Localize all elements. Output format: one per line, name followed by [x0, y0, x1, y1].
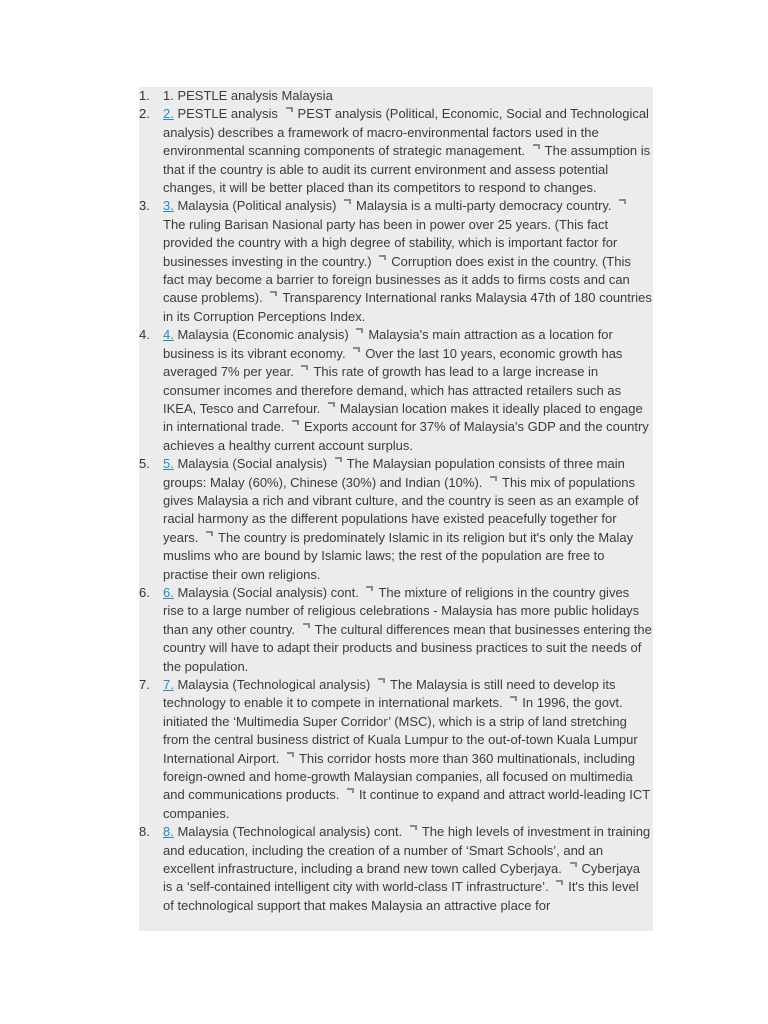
item-body	[163, 326, 653, 455]
item-number: 3.	[139, 198, 150, 214]
item-point: PEST analysis (Political, Economic, Social and Technological analysis) describes a framework of macro-environmental factors used in the environmental scanning components of strategic management.	[163, 106, 649, 159]
slide-link[interactable]: 5.	[163, 456, 174, 472]
bullet-icon	[206, 531, 213, 536]
item-point: It continue to expand and attract world-leading ICT companies.	[163, 787, 650, 821]
item-title: Malaysia (Social analysis)	[177, 456, 328, 472]
slide-item	[139, 326, 653, 455]
bullet-icon	[301, 365, 308, 370]
slide-list	[139, 87, 653, 915]
bullet-icon	[353, 347, 360, 352]
item-title: PESTLE analysis	[177, 106, 278, 122]
item-title: Malaysia (Political analysis)	[177, 198, 337, 214]
slide-item	[139, 584, 653, 676]
item-body	[163, 197, 653, 326]
item-body	[163, 823, 653, 915]
item-number: 7.	[139, 677, 150, 692]
item-point: The country is predominately Islamic in its religion but it's only the Malay muslims who are bound by Islamic laws; the rest of the population are free to practise their own religions.	[163, 529, 634, 582]
item-point: This mix of populations gives Malaysia a rich and vibrant culture, and the country is seen as an example of racial harmony as the different populations have existed peacefully together for years.	[163, 474, 639, 545]
item-body	[163, 87, 653, 105]
bullet-icon	[328, 402, 335, 407]
slide-item	[139, 455, 653, 584]
slide-item	[139, 676, 653, 823]
item-title: Malaysia (Technological analysis)	[177, 677, 371, 692]
bullet-icon	[303, 623, 310, 628]
bullet-icon	[490, 476, 497, 481]
slide-link[interactable]: 6.	[163, 584, 174, 600]
item-number: 2.	[139, 106, 150, 122]
bullet-icon	[286, 107, 293, 112]
item-number: 8.	[139, 824, 150, 840]
item-point: The cultural differences mean that businesses entering the country will have to adapt their products and business practices to suit the needs of the population.	[163, 621, 652, 674]
item-point: The Malaysian population consists of three main groups: Malay (60%), Chinese (30%) and Indian (10%).	[163, 456, 625, 490]
item-number: 5.	[139, 456, 150, 472]
slide-item	[139, 87, 653, 105]
item-point: Exports account for 37% of Malaysia's GDP and the country achieves a healthy current account surplus.	[163, 419, 649, 453]
bullet-icon	[410, 825, 417, 830]
item-body	[163, 455, 653, 584]
item-title: 1. PESTLE analysis Malaysia	[163, 88, 333, 103]
slide-item	[139, 823, 653, 915]
slide-item	[139, 105, 653, 197]
item-title: Malaysia (Technological analysis) cont.	[177, 824, 403, 840]
bullet-icon	[292, 420, 299, 425]
item-point: The ruling Barisan Nasional party has been in power over 25 years. (This fact provided the country with a high degree of stability, which is important factor for businesses investing in the country.)	[163, 216, 618, 269]
item-point: Malaysia is a multi-party democracy country.	[356, 198, 612, 214]
slide-link[interactable]: 3.	[163, 198, 174, 214]
bullet-icon	[335, 457, 342, 462]
slide-link[interactable]: 2.	[163, 106, 174, 122]
item-point: In 1996, the govt. initiated the ‘Multimedia Super Corridor’ (MSC), which is a strip of land stretching from the central business district of Kuala Lumpur to the out-of-town Kuala Lumpur International Airport.	[163, 695, 638, 766]
bullet-icon	[533, 144, 540, 149]
item-number: 1.	[139, 88, 150, 103]
item-point: Over the last 10 years, economic growth has averaged 7% per year.	[163, 345, 623, 380]
bullet-icon	[378, 678, 385, 683]
item-title: Malaysia (Economic analysis)	[177, 327, 349, 343]
slide-link[interactable]: 8.	[163, 824, 174, 840]
slide-link[interactable]: 7.	[163, 677, 174, 692]
bullet-icon	[570, 862, 577, 867]
bullet-icon	[344, 199, 351, 204]
bullet-icon	[347, 788, 354, 793]
item-body	[163, 584, 653, 676]
slide-link[interactable]: 4.	[163, 327, 174, 343]
item-point: This rate of growth has lead to a large increase in consumer incomes and therefore demand, which has attracted retailers such as IKEA, Tesco and Carrefour.	[163, 364, 622, 416]
item-point: The mixture of religions in the country gives rise to a large number of religious celebrations - Malaysia has more public holidays than any other country.	[163, 584, 640, 637]
item-point: This corridor hosts more than 360 multinationals, including foreign-owned and home-growth Malaysian companies, all focused on multimedia and communications products.	[163, 750, 635, 803]
document-page	[139, 87, 653, 931]
bullet-icon	[287, 752, 294, 757]
item-point: The Malaysia is still need to develop its technology to enable it to compete in international markets.	[163, 677, 616, 711]
bullet-icon	[510, 696, 517, 701]
item-point: It's this level of technological support that makes Malaysia an attractive place for	[163, 879, 639, 913]
item-point: Malaysia's main attraction as a location for business is its vibrant economy.	[163, 327, 613, 361]
item-body	[163, 676, 653, 823]
item-title: Malaysia (Social analysis) cont.	[177, 584, 359, 600]
item-point: The assumption is that if the country is able to audit its current environment and assess potential changes, it will be better placed than its competitors to respond to changes.	[163, 143, 651, 196]
item-point: Transparency International ranks Malaysia 47th of 180 countries in its Corruption Perceptions Index.	[163, 290, 652, 324]
bullet-icon	[366, 586, 373, 591]
bullet-icon	[379, 255, 386, 260]
bullet-icon	[556, 880, 563, 885]
bullet-icon	[270, 291, 277, 296]
bullet-icon	[356, 328, 363, 333]
item-point: Corruption does exist in the country. (This fact may become a barrier to foreign businesses as it adds to firms costs and can cause problems).	[163, 253, 631, 306]
bullet-icon	[619, 199, 626, 204]
item-number: 6.	[139, 584, 150, 600]
item-point: The high levels of investment in training and education, including the creation of a number of ‘Smart Schools’, and an excellent infrastructure, including a brand new town called Cyberjaya.	[163, 824, 651, 877]
item-point: Cyberjaya is a ‘self-contained intelligent city with world-class IT infrastructure’.	[163, 861, 641, 895]
item-number: 4.	[139, 327, 150, 343]
item-body	[163, 105, 653, 197]
item-point: Malaysian location makes it ideally placed to engage in international trade.	[163, 400, 643, 435]
slide-item	[139, 197, 653, 326]
